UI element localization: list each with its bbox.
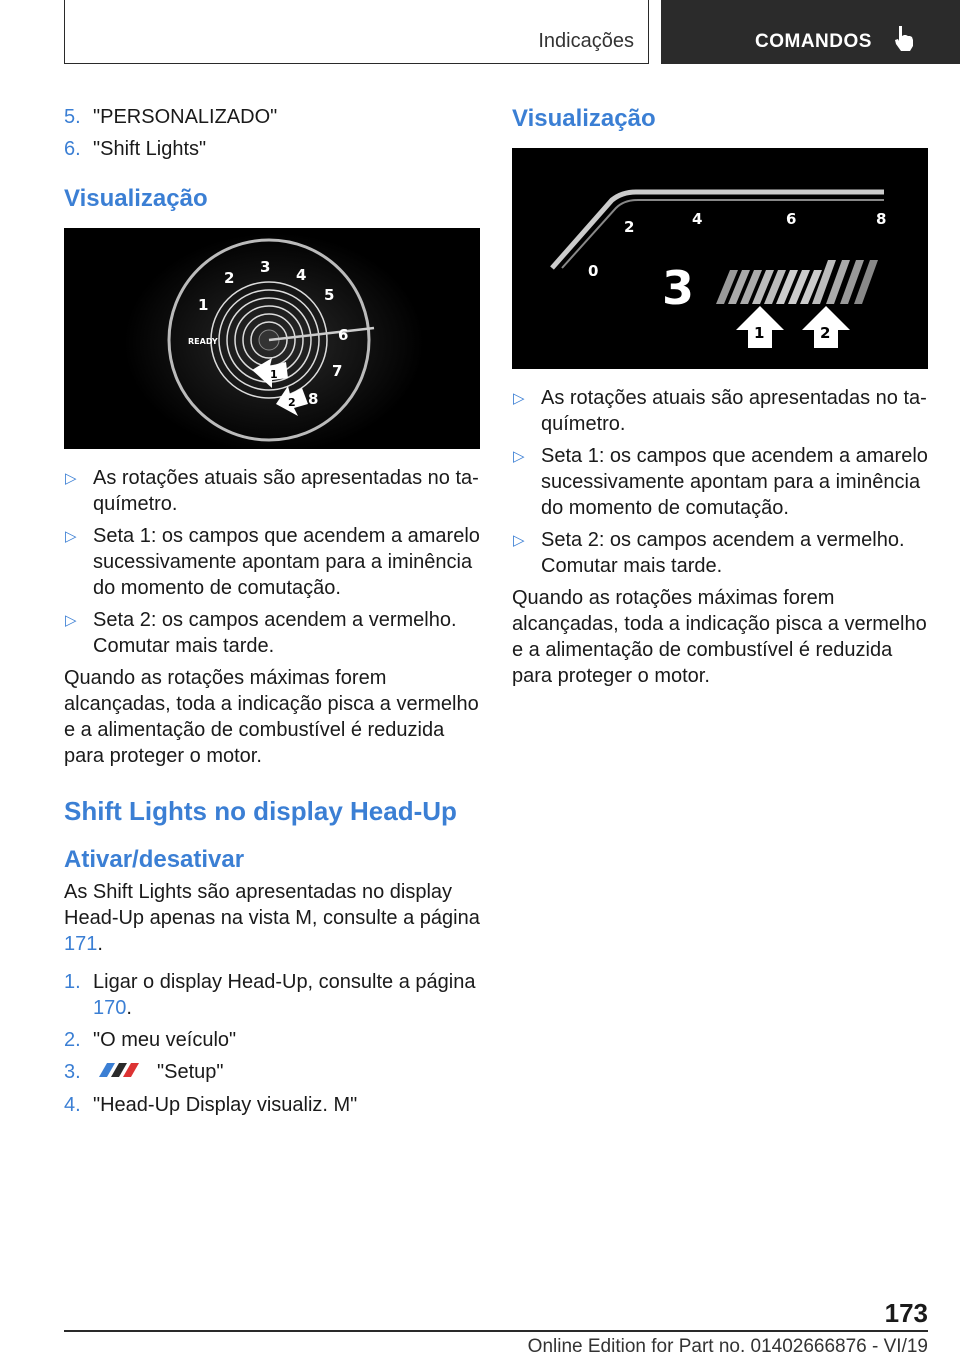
triangle-bullet-icon: ▷: [513, 532, 525, 549]
arrow-label: 1: [270, 368, 278, 381]
triangle-bullet-icon: ▷: [65, 612, 77, 629]
list-text: "Setup": [157, 1061, 224, 1083]
header-subsection: Indicações: [538, 30, 634, 52]
list-item: [64, 969, 480, 1021]
header-chapter-box: [661, 0, 960, 64]
page-number: 173: [884, 1298, 928, 1328]
arrow-label: 2: [820, 324, 831, 342]
triangle-bullet-icon: ▷: [65, 470, 77, 487]
hud-gear: 3: [662, 261, 695, 315]
list-top: [64, 104, 480, 162]
steps-list: [64, 969, 480, 1118]
arrow-label: 2: [288, 396, 296, 409]
paragraph-max-rpm: Quando as rotações máximas forem alcançadas, toda a indicação pisca a vermelho e a alimentação de combustível é reduzida para proteger o motor.: [64, 667, 479, 767]
gauge-label: 5: [324, 286, 335, 304]
list-item: [64, 523, 480, 601]
list-number: 1.: [64, 971, 81, 993]
heading-ativar: Ativar/desativar: [64, 846, 245, 873]
list-item: [64, 465, 480, 517]
list-text: .: [126, 997, 132, 1019]
page-link[interactable]: 171: [64, 933, 98, 955]
pointing-hand-icon: [893, 24, 915, 57]
bullet-list: [64, 465, 480, 659]
gauge-label: 4: [296, 266, 307, 284]
hud-scale-label: 2: [624, 218, 635, 236]
header-subsection-box: [64, 0, 649, 64]
hud-shift-lights-illustration: [512, 148, 928, 369]
paragraph-max-rpm: Quando as rotações máximas forem alcançadas, toda a indicação pisca a vermelho e a alimentação de combustível é reduzida para proteger o motor.: [512, 587, 927, 687]
list-item: [64, 104, 480, 130]
heading-visualizacao: Visualização: [64, 185, 208, 212]
list-number: 3.: [64, 1061, 81, 1083]
list-item: [512, 527, 928, 579]
left-column: [64, 104, 480, 1124]
bullet-text: As rotações atuais são apresentadas no taquímetro.: [93, 467, 479, 515]
m-setup-icon: [93, 1060, 149, 1086]
heading-visualizacao: Visualização: [512, 105, 656, 132]
list-item: [64, 136, 480, 162]
list-text: "PERSONALIZADO": [93, 106, 278, 128]
arrow-label: 1: [754, 324, 765, 342]
list-number: 5.: [64, 106, 81, 128]
gauge-label: 2: [224, 269, 235, 287]
list-item: [64, 1092, 480, 1118]
list-text: "Head-Up Display visualiz. M": [93, 1093, 358, 1116]
page-link[interactable]: 170: [93, 997, 127, 1019]
list-number: 4.: [64, 1093, 81, 1116]
bullet-text: Seta 2: os campos acendem a vermelho. Comutar mais tarde.: [541, 529, 905, 577]
list-text: "O meu veículo": [93, 1029, 237, 1051]
gauge-ready-label: READY: [188, 337, 218, 346]
heading-shift-lights-hud: Shift Lights no display Head-Up: [64, 796, 457, 826]
header-chapter: COMANDOS: [755, 31, 872, 52]
hud-scale-label: 4: [692, 210, 703, 228]
list-item: [64, 607, 480, 659]
list-text: Ligar o display Head-Up, consulte a página: [93, 971, 476, 993]
bullet-text: Seta 1: os campos que acendem a amarelo sucessivamente apontam para a iminência do momento de comutação.: [93, 525, 480, 599]
tachometer-illustration: [64, 228, 480, 449]
list-text: "Shift Lights": [93, 138, 207, 160]
triangle-bullet-icon: ▷: [513, 390, 525, 407]
bullet-text: Seta 1: os campos que acendem a amarelo sucessivamente apontam para a iminência do momento de comutação.: [541, 445, 928, 519]
list-number: 6.: [64, 138, 81, 160]
hud-scale-label: 0: [588, 262, 599, 280]
bullet-text: Seta 2: os campos acendem a vermelho. Comutar mais tarde.: [93, 609, 457, 657]
triangle-bullet-icon: ▷: [65, 528, 77, 545]
list-item: [512, 385, 928, 437]
paragraph-text: .: [97, 933, 103, 955]
paragraph-ativar: [64, 879, 480, 957]
gauge-label: 7: [332, 362, 343, 380]
bullet-list: [512, 385, 928, 579]
list-item: [512, 443, 928, 521]
paragraph-text: As Shift Lights são apresentadas no display Head-Up apenas na vista M, consulte a página: [64, 881, 480, 929]
list-item: [64, 1059, 480, 1086]
gauge-label: 6: [338, 326, 349, 344]
list-item: [64, 1027, 480, 1053]
footer-edition: Online Edition for Part no. 01402666876 - VI/19: [527, 1336, 928, 1357]
hud-scale-label: 8: [876, 210, 887, 228]
footer-divider: [64, 1330, 928, 1332]
right-column: [512, 104, 928, 695]
list-number: 2.: [64, 1029, 81, 1051]
gauge-label: 1: [198, 296, 209, 314]
hud-scale-label: 6: [786, 210, 797, 228]
gauge-label: 8: [308, 390, 319, 408]
gauge-label: 3: [260, 258, 271, 276]
triangle-bullet-icon: ▷: [513, 448, 525, 465]
bullet-text: As rotações atuais são apresentadas no taquímetro.: [541, 387, 927, 435]
